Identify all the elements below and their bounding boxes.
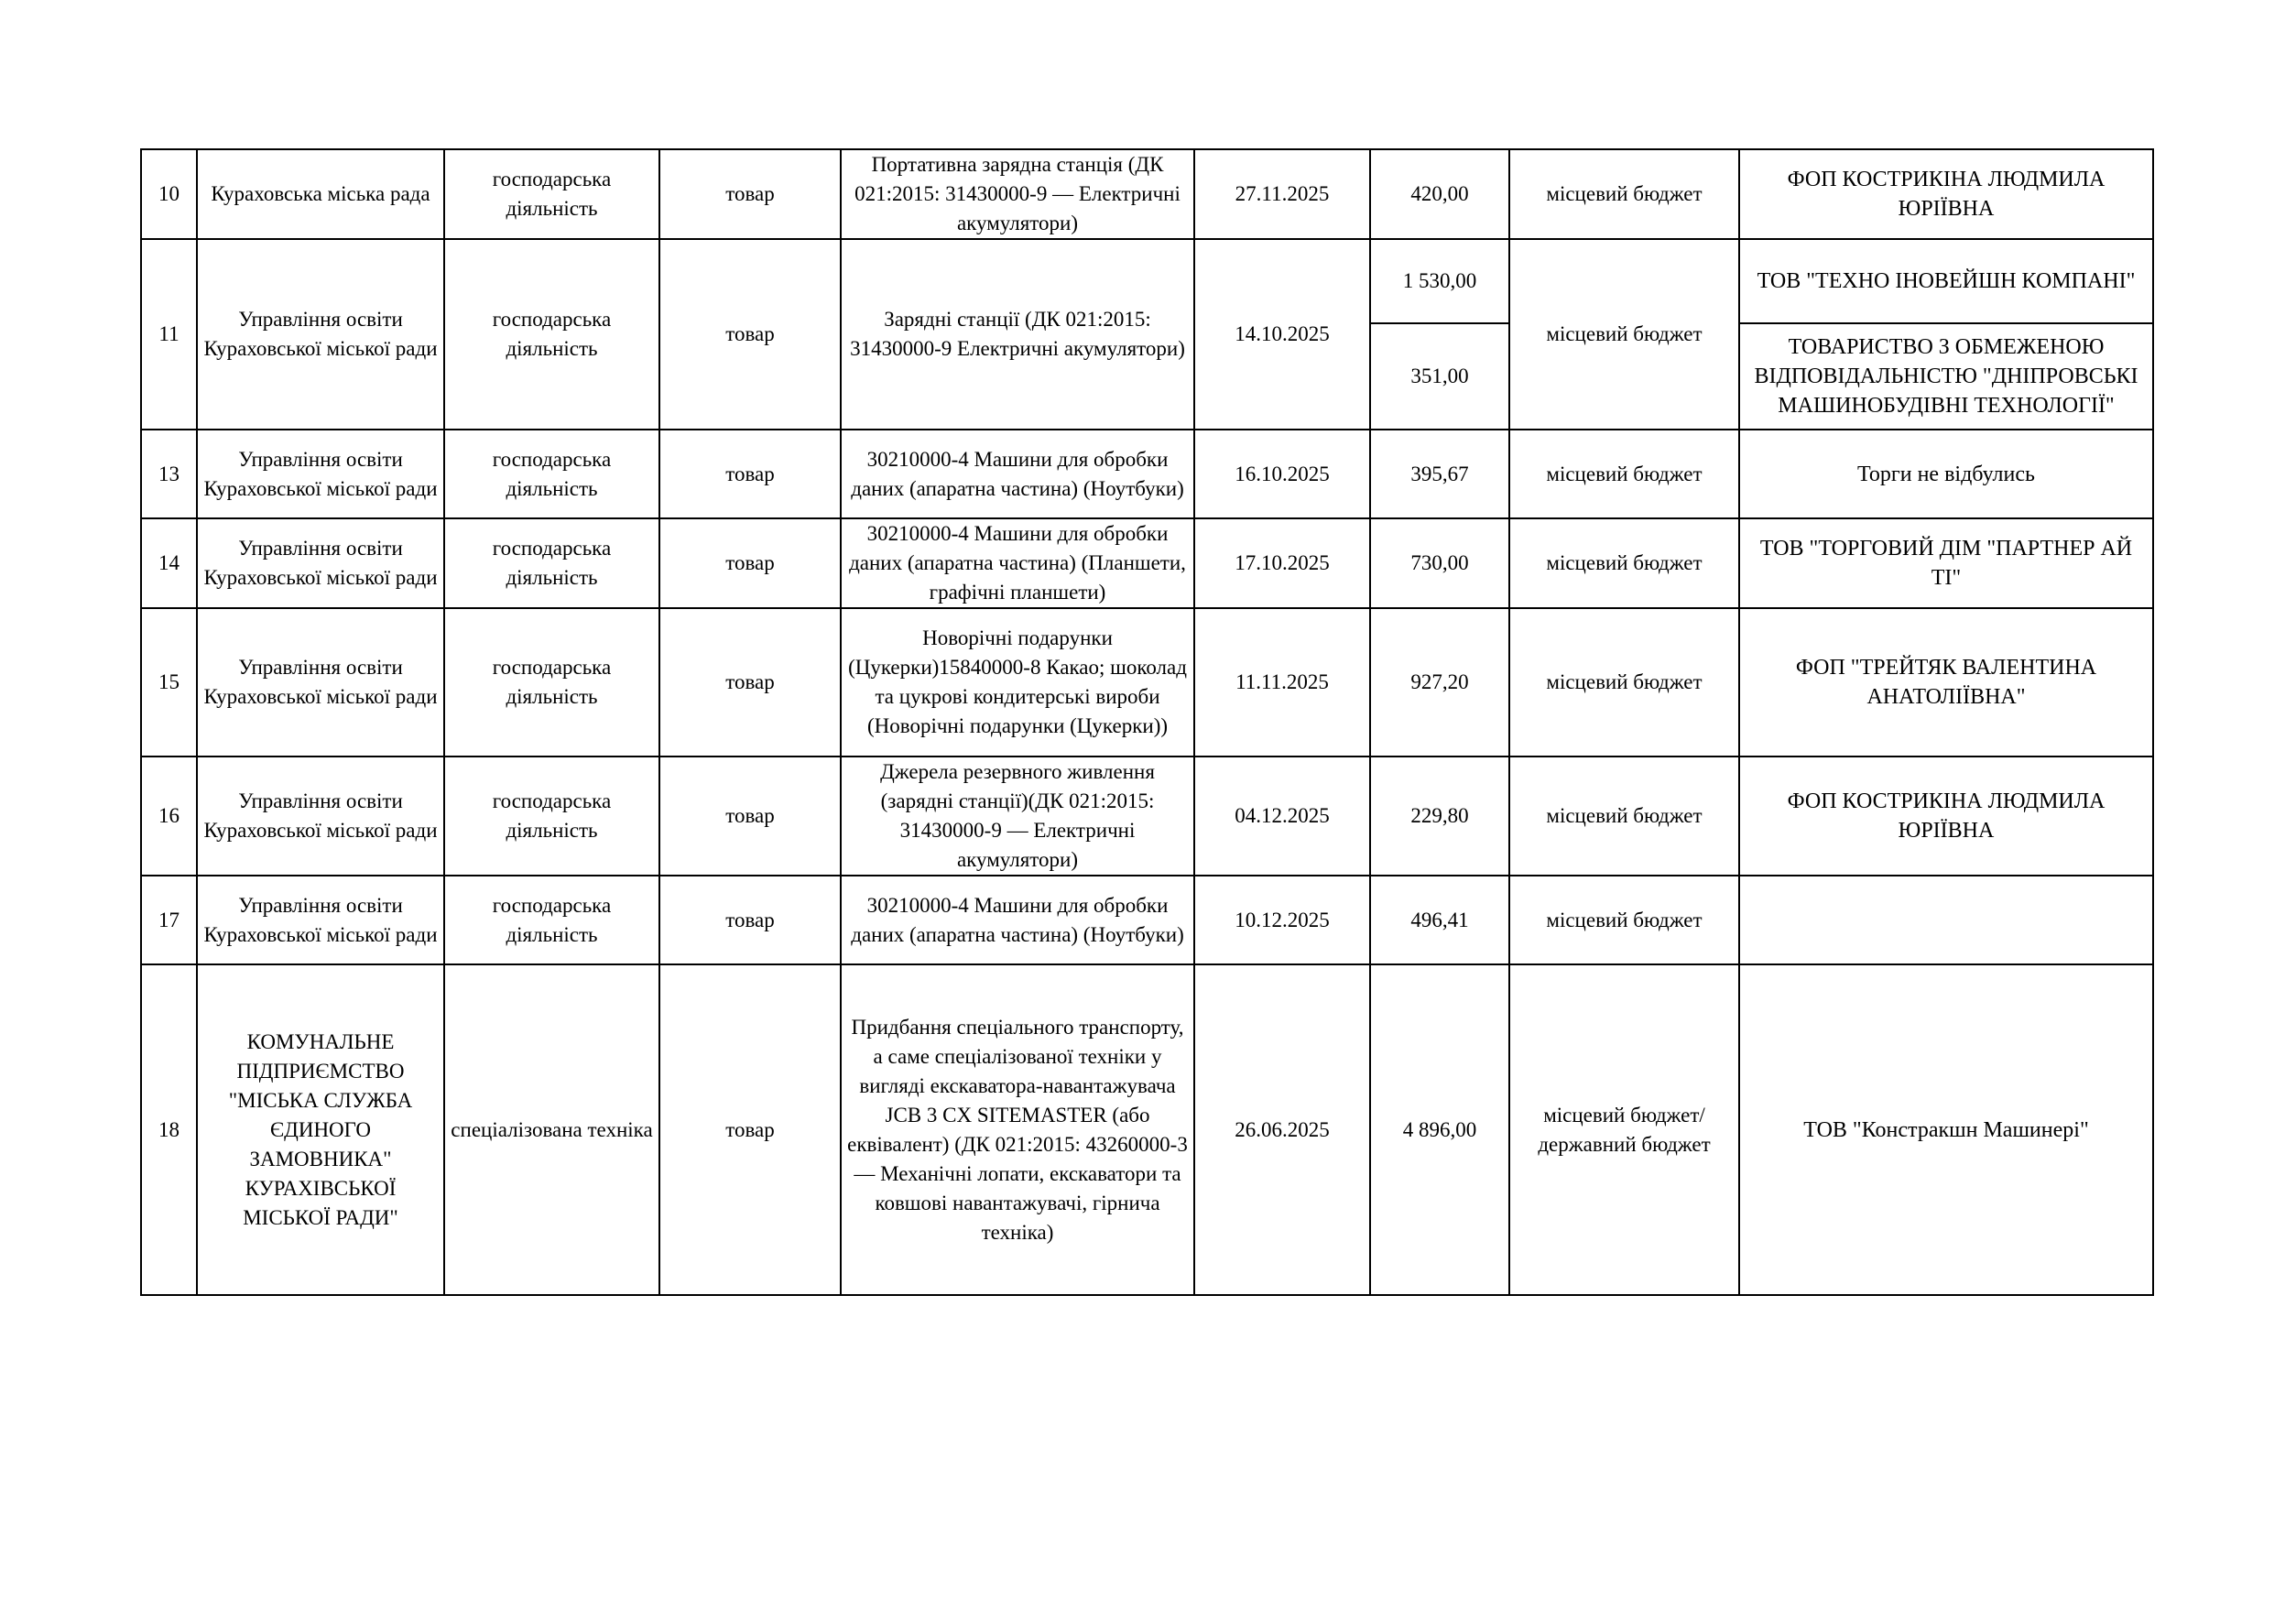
customer-cell: Управління освіти Кураховської міської ради [197,430,444,518]
customer-cell: КОМУНАЛЬНЕ ПІДПРИЄМСТВО "МІСЬКА СЛУЖБА ЄДИНОГО ЗАМОВНИКА" КУРАХІВСЬКОЇ МІСЬКОЇ РАДИ" [197,964,444,1295]
table-row [141,239,2153,323]
category-cell: спеціалізована техніка [444,964,659,1295]
date-cell: 14.10.2025 [1194,239,1370,430]
table-row [141,149,2153,239]
supplier-cell: ФОП "ТРЕЙТЯК ВАЛЕНТИНА АНАТОЛІЇВНА" [1739,608,2153,757]
row-number: 17 [141,876,197,964]
date-cell: 17.10.2025 [1194,518,1370,608]
amount-cell-secondary: 351,00 [1370,323,1509,430]
supplier-cell: ФОП КОСТРИКІНА ЛЮДМИЛА ЮРІЇВНА [1739,757,2153,876]
funding-cell: місцевий бюджет [1509,608,1739,757]
type-cell: товар [659,518,841,608]
row-number: 15 [141,608,197,757]
table-row [141,876,2153,964]
row-number: 16 [141,757,197,876]
customer-cell: Управління освіти Кураховської міської ради [197,876,444,964]
date-cell: 27.11.2025 [1194,149,1370,239]
amount-cell: 395,67 [1370,430,1509,518]
funding-cell: місцевий бюджет [1509,876,1739,964]
amount-cell: 927,20 [1370,608,1509,757]
date-cell: 10.12.2025 [1194,876,1370,964]
amount-cell: 1 530,00 [1370,239,1509,323]
customer-cell: Управління освіти Кураховської міської ради [197,608,444,757]
amount-cell: 496,41 [1370,876,1509,964]
subject-cell: Портативна зарядна станція (ДК 021:2015: 31430000-9 — Електричні акумулятори) [841,149,1194,239]
date-cell: 16.10.2025 [1194,430,1370,518]
supplier-cell: Торги не відбулись [1739,430,2153,518]
supplier-cell: ТОВ "ТОРГОВИЙ ДІМ "ПАРТНЕР АЙ ТІ" [1739,518,2153,608]
supplier-cell: ТОВ "ТЕХНО ІНОВЕЙШН КОМПАНІ" [1739,239,2153,323]
date-cell: 11.11.2025 [1194,608,1370,757]
subject-cell: 30210000-4 Машини для обробки даних (апаратна частина) (Ноутбуки) [841,430,1194,518]
table-row [141,518,2153,608]
funding-cell: місцевий бюджет/державний бюджет [1509,964,1739,1295]
type-cell: товар [659,608,841,757]
customer-cell: Кураховська міська рада [197,149,444,239]
amount-cell: 730,00 [1370,518,1509,608]
category-cell: господарська діяльність [444,430,659,518]
type-cell: товар [659,757,841,876]
subject-cell: 30210000-4 Машини для обробки даних (апаратна частина) (Планшети, графічні планшети) [841,518,1194,608]
procurement-table [140,148,2154,1296]
type-cell: товар [659,430,841,518]
supplier-cell-secondary: ТОВАРИСТВО З ОБМЕЖЕНОЮ ВІДПОВІДАЛЬНІСТЮ "ДНІПРОВСЬКІ МАШИНОБУДІВНІ ТЕХНОЛОГІЇ" [1739,323,2153,430]
funding-cell: місцевий бюджет [1509,430,1739,518]
type-cell: товар [659,149,841,239]
type-cell: товар [659,239,841,430]
category-cell: господарська діяльність [444,239,659,430]
table-row [141,608,2153,757]
customer-cell: Управління освіти Кураховської міської ради [197,239,444,430]
subject-cell: Зарядні станції (ДК 021:2015: 31430000-9 Електричні акумулятори) [841,239,1194,430]
row-number: 13 [141,430,197,518]
supplier-cell: ТОВ "Констракшн Машинері" [1739,964,2153,1295]
category-cell: господарська діяльність [444,757,659,876]
row-number: 18 [141,964,197,1295]
funding-cell: місцевий бюджет [1509,239,1739,430]
subject-cell: 30210000-4 Машини для обробки даних (апаратна частина) (Ноутбуки) [841,876,1194,964]
supplier-cell [1739,876,2153,964]
row-number: 10 [141,149,197,239]
table-row [141,757,2153,876]
table-row [141,430,2153,518]
category-cell: господарська діяльність [444,876,659,964]
amount-cell: 4 896,00 [1370,964,1509,1295]
table-row [141,964,2153,1295]
row-number: 11 [141,239,197,430]
amount-cell: 420,00 [1370,149,1509,239]
subject-cell: Джерела резервного живлення (зарядні станції)(ДК 021:2015: 31430000-9 — Електричні акумулятори) [841,757,1194,876]
category-cell: господарська діяльність [444,518,659,608]
subject-cell: Придбання спеціального транспорту, а саме спеціалізованої техніки у вигляді екскаватора-навантажувача JCB 3 CX SITEMASTER (або еквівалент) (ДК 021:2015: 43260000-3 — Механічні лопати, екскаватори та ковшові навантажувачі, гірнича техніка) [841,964,1194,1295]
funding-cell: місцевий бюджет [1509,757,1739,876]
category-cell: господарська діяльність [444,149,659,239]
amount-cell: 229,80 [1370,757,1509,876]
type-cell: товар [659,876,841,964]
subject-cell: Новорічні подарунки (Цукерки)15840000-8 Какао; шоколад та цукрові кондитерські вироби (Новорічні подарунки (Цукерки)) [841,608,1194,757]
category-cell: господарська діяльність [444,608,659,757]
funding-cell: місцевий бюджет [1509,518,1739,608]
customer-cell: Управління освіти Кураховської міської ради [197,757,444,876]
type-cell: товар [659,964,841,1295]
funding-cell: місцевий бюджет [1509,149,1739,239]
row-number: 14 [141,518,197,608]
supplier-cell: ФОП КОСТРИКІНА ЛЮДМИЛА ЮРІЇВНА [1739,149,2153,239]
date-cell: 26.06.2025 [1194,964,1370,1295]
date-cell: 04.12.2025 [1194,757,1370,876]
customer-cell: Управління освіти Кураховської міської ради [197,518,444,608]
